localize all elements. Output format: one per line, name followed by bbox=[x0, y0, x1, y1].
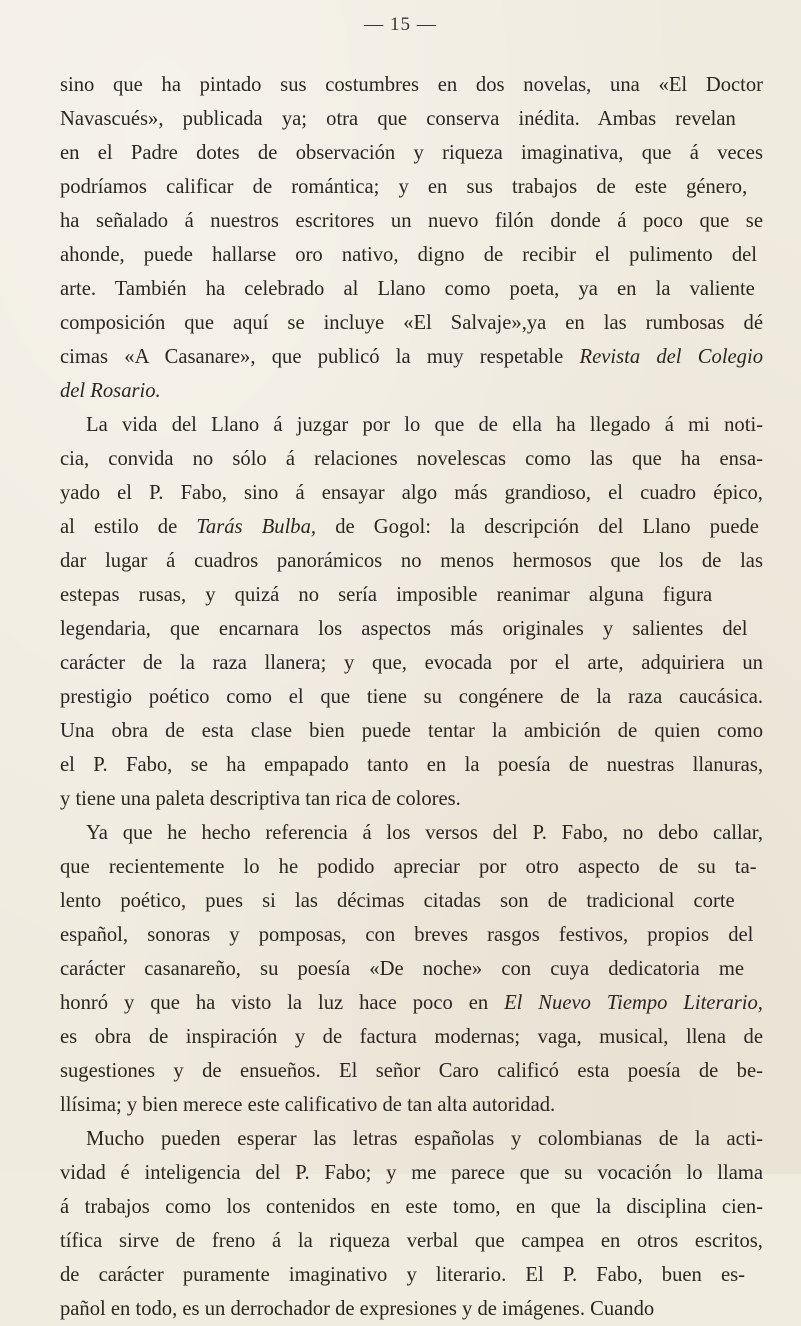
text-segment: cimas «A Casanare», que publicó la muy respetable bbox=[60, 346, 580, 368]
text-line bbox=[60, 1224, 763, 1258]
text-segment: honró y que ha visto la luz hace poco en bbox=[60, 992, 505, 1014]
text-segment: carácter de la raza llanera; y que, evocada por el arte, adquiriera un bbox=[60, 652, 763, 674]
text-segment: Una obra de esta clase bien puede tentar la ambición de quien como bbox=[60, 720, 763, 742]
page-number: — 15 — bbox=[364, 14, 437, 35]
body-text bbox=[60, 68, 763, 1326]
text-segment: arte. También ha celebrado al Llano como poeta, ya en la valiente bbox=[60, 278, 755, 300]
text-segment: cia, convida no sólo á relaciones novelescas como las que ha ensa- bbox=[60, 448, 763, 470]
text-line bbox=[60, 340, 763, 374]
text-segment: español, sonoras y pomposas, con breves rasgos festivos, propios del bbox=[60, 924, 754, 946]
text-line bbox=[60, 714, 763, 748]
text-line bbox=[60, 68, 763, 102]
text-line bbox=[60, 816, 763, 850]
text-segment: llísima; y bien merece este calificativo de tan alta autoridad. bbox=[60, 1094, 556, 1116]
italic-text: Tarás Bulba, bbox=[196, 516, 317, 538]
text-line bbox=[60, 782, 763, 816]
italic-text: Revista del Colegio bbox=[579, 346, 764, 368]
text-segment: en el Padre dotes de observación y riqueza imaginativa, que á veces bbox=[60, 142, 763, 164]
text-line bbox=[60, 986, 763, 1020]
text-line bbox=[60, 952, 763, 986]
text-segment: La vida del Llano á juzgar por lo que de ella ha llegado á mi noti- bbox=[86, 414, 764, 436]
text-line bbox=[60, 1122, 763, 1156]
italic-text: El Nuevo Tiempo Literario, bbox=[504, 992, 763, 1014]
text-segment: de Gogol: la descripción del Llano puede bbox=[316, 516, 759, 538]
text-line bbox=[60, 476, 763, 510]
text-segment: sino que ha pintado sus costumbres en dos novelas, una «El Doctor bbox=[60, 74, 764, 96]
text-line bbox=[60, 374, 763, 408]
italic-text: del Rosario. bbox=[60, 380, 161, 402]
text-line bbox=[60, 612, 763, 646]
text-line bbox=[60, 442, 763, 476]
text-segment: es obra de inspiración y de factura modernas; vaga, musical, llena de bbox=[60, 1026, 763, 1048]
text-segment: composición que aquí se incluye «El Salvaje»,ya en las rumbosas dé bbox=[60, 312, 763, 334]
text-line bbox=[60, 1258, 763, 1292]
text-segment: Mucho pueden esperar las letras españolas y colombianas de la acti- bbox=[86, 1128, 764, 1150]
text-line bbox=[60, 306, 763, 340]
text-segment: vidad é inteligencia del P. Fabo; y me parece que su vocación lo llama bbox=[60, 1162, 764, 1184]
paragraph bbox=[60, 408, 763, 816]
paragraph bbox=[60, 68, 763, 408]
text-segment: yado el P. Fabo, sino á ensayar algo más grandioso, el cuadro épico, bbox=[60, 482, 763, 504]
text-segment: sugestiones y de ensueños. El señor Caro calificó esta poesía de be- bbox=[60, 1060, 763, 1082]
text-line bbox=[60, 510, 763, 544]
text-line bbox=[60, 578, 763, 612]
text-line bbox=[60, 646, 763, 680]
text-segment: al estilo de bbox=[60, 516, 197, 538]
text-line bbox=[60, 1054, 763, 1088]
text-line bbox=[60, 408, 763, 442]
text-line bbox=[60, 884, 763, 918]
text-segment: que recientemente lo he podido apreciar por otro aspecto de su ta- bbox=[60, 856, 757, 878]
text-line bbox=[60, 238, 763, 272]
text-line bbox=[60, 544, 763, 578]
text-line bbox=[60, 748, 763, 782]
text-segment: estepas rusas, y quizá no sería imposible reanimar alguna figura bbox=[60, 584, 713, 606]
text-segment: pañol en todo, es un derrochador de expresiones y de imágenes. Cuando bbox=[60, 1298, 655, 1320]
text-segment: dar lugar á cuadros panorámicos no menos hermosos que los de las bbox=[60, 550, 763, 572]
text-line bbox=[60, 1088, 763, 1122]
text-segment: tífica sirve de freno á la riqueza verbal que campea en otros escritos, bbox=[60, 1230, 763, 1252]
text-line bbox=[60, 1156, 763, 1190]
text-segment: el P. Fabo, se ha empapado tanto en la poesía de nuestras llanuras, bbox=[60, 754, 763, 776]
text-segment: lento poético, pues si las décimas citadas son de tradicional corte bbox=[60, 890, 735, 912]
text-line bbox=[60, 918, 763, 952]
text-line bbox=[60, 204, 763, 238]
text-line bbox=[60, 170, 763, 204]
text-segment: prestigio poético como el que tiene su congénere de la raza caucásica. bbox=[60, 686, 764, 708]
text-line bbox=[60, 272, 763, 306]
text-line bbox=[60, 102, 763, 136]
text-segment: legendaria, que encarnara los aspectos más originales y salientes del bbox=[60, 618, 748, 640]
paragraph bbox=[60, 1122, 763, 1326]
text-segment: y tiene una paleta descriptiva tan rica de colores. bbox=[60, 788, 461, 810]
text-line bbox=[60, 136, 763, 170]
text-segment: carácter casanareño, su poesía «De noche» con cuya dedicatoria me bbox=[60, 958, 745, 980]
text-segment: á trabajos como los contenidos en este tomo, en que la disciplina cien- bbox=[60, 1196, 764, 1218]
text-line bbox=[60, 1020, 763, 1054]
paragraph bbox=[60, 816, 763, 1122]
text-segment: ha señalado á nuestros escritores un nuevo filón donde á poco que se bbox=[60, 210, 763, 232]
text-line bbox=[60, 680, 763, 714]
text-segment: Navascués», publicada ya; otra que conserva inédita. Ambas revelan bbox=[60, 108, 736, 130]
text-segment: Ya que he hecho referencia á los versos del P. Fabo, no debo callar, bbox=[86, 822, 763, 844]
text-segment: ahonde, puede hallarse oro nativo, digno de recibir el pulimento del bbox=[60, 244, 757, 266]
text-line bbox=[60, 850, 763, 884]
text-segment: de carácter puramente imaginativo y literario. El P. Fabo, buen es- bbox=[60, 1264, 745, 1286]
text-segment: podríamos calificar de romántica; y en sus trabajos de este género, bbox=[60, 176, 748, 198]
text-line bbox=[60, 1190, 763, 1224]
text-line bbox=[60, 1292, 763, 1326]
